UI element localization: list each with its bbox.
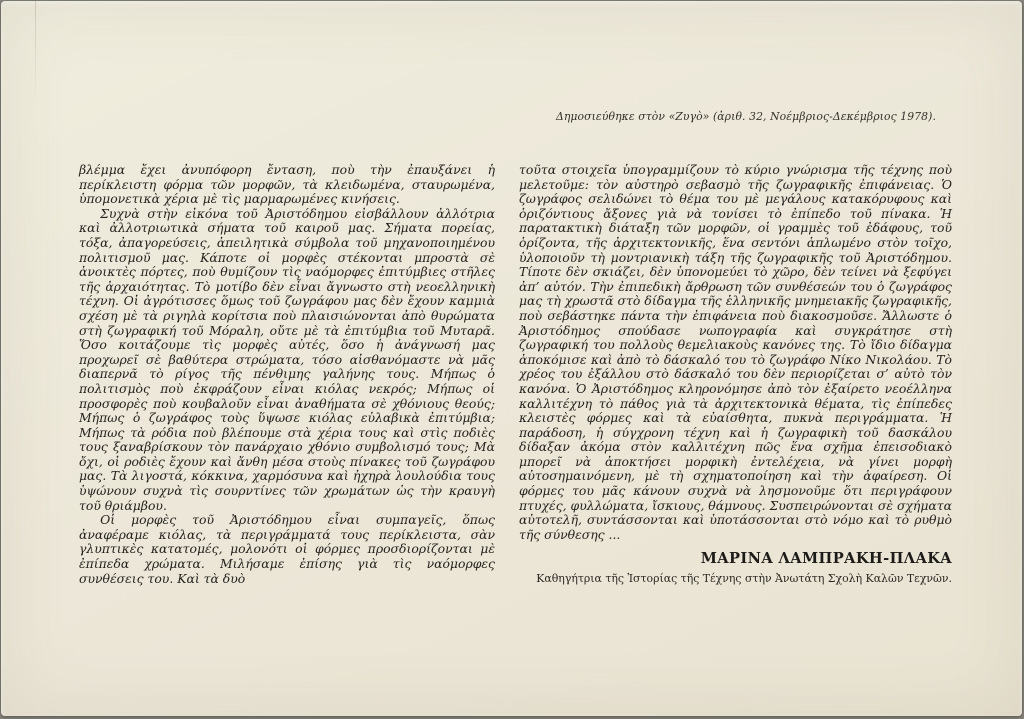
signature-block [519, 552, 952, 586]
right-column-text [519, 163, 952, 542]
paragraph: Συχνὰ στὴν εἰκόνα τοῦ Ἀριστόδημου εἰσβάλλουν ἀλλότρια καὶ ἀλλοτριωτικὰ σήματα τοῦ καιροῦ μας. Σήματα πορείας, τόξα, ἀπαγορεύσεις, ἀπειλητικὰ σύμβολα τοῦ μηχανοποιημένου πολιτισμοῦ μας. Κάποτε οἱ μορφὲς στέκονται μπροστὰ σὲ ἀνοικτὲς πόρτες, ποὺ θυμίζουν τὶς ναόμορφες ἐπιτύμβιες στῆλες τῆς ἀρχαιότητας. Τὸ μοτίβο δὲν εἶναι ἄγνωστο στὴ νεοελληνικὴ τέχνη. Οἱ ἀγρότισσες ὅμως τοῦ ζωγράφου μας δὲν ἔχουν καμμιὰ σχέση μὲ τὰ ριγηλὰ κορίτσια ποὺ πλαισιώνονται ἀπὸ θυρώματα στὴ ζωγραφική τοῦ Μόραλη, οὔτε μὲ τὰ ἐπιτύμβια τοῦ Μυταρᾶ. Ὅσο κοιτάζουμε τὶς μορφὲς αὐτές, ὅσο ἡ ἀνάγνωσή μας προχωρεῖ σὲ βαθύτερα στρώματα, τόσο αἰσθανόμαστε νὰ μᾶς διαπερνᾶ τὸ ρίγος τῆς πένθιμης γαλήνης τους. Μήπως ὁ πολιτισμὸς ποὺ ἐκφράζουν εἶναι κιόλας νεκρός; Μήπως οἱ προσφορὲς ποὺ κουβαλοῦν εἶναι ἀναθήματα σὲ χθόνιους θεούς; Μήπως ὁ ζωγράφος τοὺς ὕψωσε κιόλας εὐλαβικὰ ἐπιτύμβια; Μήπως τὰ ρόδια ποὺ βλέπουμε στὰ χέρια τους καὶ στὶς ποδιὲς τους ξαναβρίσκουν τὸν πανάρχαιο χθόνιο συμβολισμό τους; Μὰ ὄχι, οἱ ροδιὲς ἔχουν καὶ ἄνθη μέσα στοὺς πίνακες τοῦ ζωγράφου μας. Τὰ λιγοστά, κόκκινα, χαρμόσυνα καὶ ἠχηρὰ λουλούδια τους ὑψώνουν συχνὰ τὶς σουρντίνες τῶν χρωμάτων ὡς τὴν κραυγὴ τοῦ θριάμβου. [79, 205, 495, 513]
text-columns [79, 163, 952, 587]
left-column [79, 163, 495, 587]
paragraph: Οἱ μορφὲς τοῦ Ἀριστόδημου εἶναι συμπαγεῖς, ὅπως ἀναφέραμε κιόλας, τὰ περιγράμματά τους περίκλειστα, σὰν γλυπτικὲς κατατομές, μολονότι οἱ φόρμες προσδιορίζονται μὲ ἐπίπεδα χρώματα. Μιλήσαμε ἐπίσης γιὰ τὶς ναόμορφες συνθέσεις του. Καὶ τὰ δυὸ [79, 512, 495, 586]
publication-note: Δημοσιεύθηκε στὸν «Ζυγὸ» (ἀριθ. 32, Νοέμβριος-Δεκέμβριος 1978). [555, 110, 936, 123]
author-title: Καθηγήτρια τῆς Ἱστορίας τῆς Τέχνης στὴν Ἀνωτάτη Σχολὴ Καλῶν Τεχνῶν. [536, 572, 952, 586]
author-signature: ΜΑΡΙΝΑ ΛΑΜΠΡΑΚΗ-ΠΛΑΚΑ [700, 550, 952, 568]
paragraph: τοῦτα στοιχεῖα ὑπογραμμίζουν τὸ κύριο γνώρισμα τῆς τέχνης ποὺ μελετοῦμε: τὸν αὐστηρὸ σεβασμὸ τῆς ζωγραφικῆς ἐπιφάνειας. Ὁ ζωγράφος σελιδώνει τὸ θέμα του μὲ μεγάλους κατακόρυφους καὶ ὁριζόντιους ἄξονες γιὰ νὰ τονίσει τὸ ἐπίπεδο τοῦ πίνακα. Ἡ παρατακτικὴ διάταξη τῶν μορφῶν, οἱ γραμμὲς τοῦ ἐδάφους, τοῦ ὁρίζοντα, τῆς ἀρχιτεκτονικῆς, ἕνα σεντόνι ἁπλωμένο στὸν τοῖχο, ὑλοποιοῦν τὴ μοντριανικὴ τάξη τῆς ζωγραφικῆς τοῦ Ἀριστόδημου. Τίποτε δὲν σκιάζει, δὲν ὑπονομεύει τὸ χῶρο, δὲν τείνει νὰ ξεφύγει ἀπ’ αὐτόν. Τὴν ἐπιπεδικὴ ἄρθρωση τῶν συνθέσεών του ὁ ζωγράφος μας τὴ χρωστᾶ στὸ δίδαγμα τῆς ἑλληνικῆς μνημειακῆς ζωγραφικῆς, ποὺ σεβάστηκε πάντα τὴν ἐπιφάνεια ποὺ διακοσμοῦσε. Ἄλλωστε ὁ Ἀριστόδημος σπούδασε νωπογραφία καὶ συγκράτησε στὴ ζωγραφική του πολλοὺς θεμελιακοὺς κανόνες της. Τὸ ἴδιο δίδαγμα ἀποκόμισε καὶ ἀπὸ τὸ δάσκαλό του τὸ ζωγράφο Νίκο Νικολάου. Τὸ χρέος του ἐξάλλου στὸ δάσκαλό του δὲν περιορίζεται σ’ αὐτὸ τὸν κανόνα. Ὁ Ἀριστόδημος κληρονόμησε ἀπὸ τὸν ἐξαίρετο νεοέλληνα καλλιτέχνη τὸ πάθος γιὰ τὰ ἀρχιτεκτονικὰ θέματα, τὶς ἐπίπεδες κλειστὲς φόρμες καὶ τὰ εὐαίσθητα, πυκνὰ περιγράμματα. Ἡ παράδοση, ἡ σύγχρονη τέχνη καὶ ἡ ζωγραφικὴ τοῦ δασκάλου δίδαξαν ἀκόμα στὸν καλλιτέχνη πῶς ἕνα σχῆμα ἐπεισοδιακὸ μπορεῖ νὰ ἀποκτήσει μορφικὴ ἐντελέχεια, νὰ γίνει μορφὴ αὐτοσημαινόμενη, μὲ τὴ σχηματοποίηση καὶ τὴν ἀφαίρεση. Οἱ φόρμες του μᾶς κάνουν συχνὰ νὰ λησμονοῦμε ὅτι περιγράφουν πτυχές, φυλλώματα, ἴσκιους, θάμνους. Συσπειρώνονται σὲ σχήματα αὐτοτελῆ, συντάσσονται καὶ ὑποτάσσονται στὸ νόμο καὶ τὸ ρυθμὸ τῆς σύνθεσης ... [519, 162, 952, 542]
right-column [519, 163, 952, 587]
paper-fold [35, 1, 36, 106]
paragraph: βλέμμα ἔχει ἀνυπόφορη ἔνταση, ποὺ τὴν ἐπαυξάνει ἡ περίκλειστη φόρμα τῶν μορφῶν, τὰ κλειδωμένα, σταυρωμένα, ὑπομονετικὰ χέρια μὲ τὶς μαρμαρωμένες κινήσεις. [79, 162, 495, 207]
scanned-page [1, 1, 1022, 716]
